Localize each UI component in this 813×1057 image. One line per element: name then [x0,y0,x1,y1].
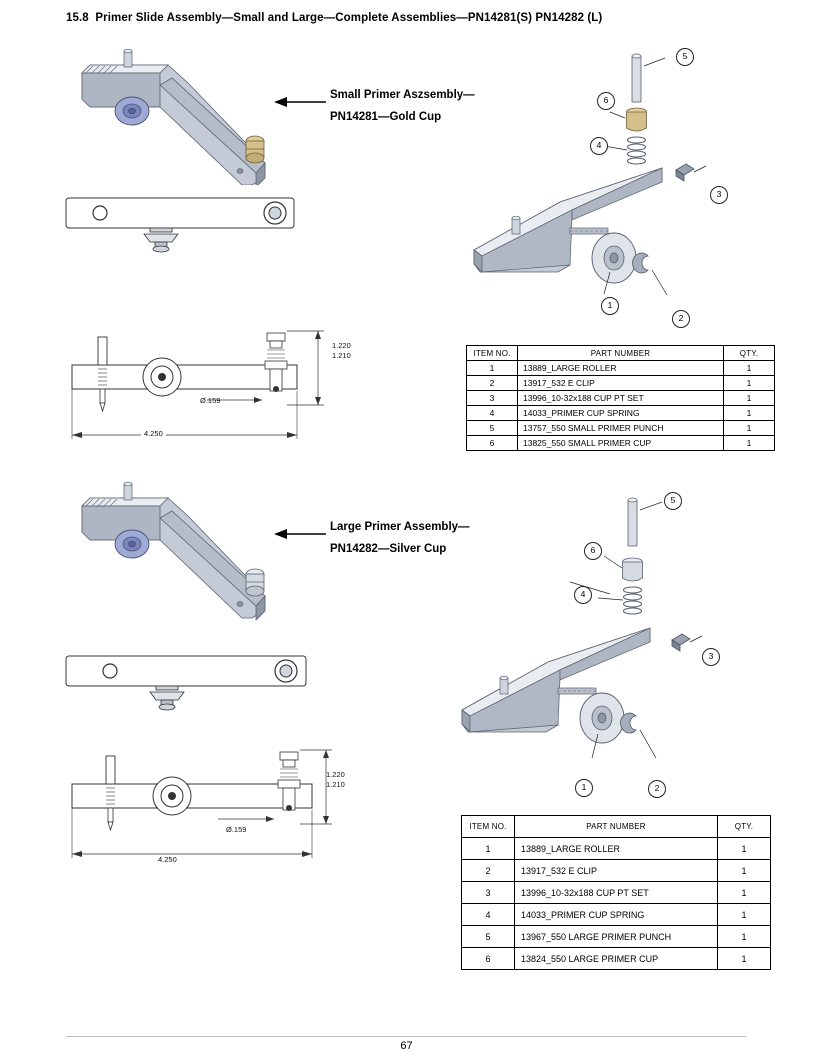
cell-part-number: 13996_10-32x188 CUP PT SET [515,882,718,904]
large-dim-diameter: Ø.159 [226,825,247,834]
balloon-large-6: 6 [584,542,602,560]
small-primer-assembly-isometric [60,45,290,185]
cell-part-number: 13824_550 LARGE PRIMER CUP [515,948,718,970]
small-primer-exploded-view [462,50,722,320]
cell-qty: 1 [724,391,775,406]
table-row [467,421,775,436]
large-dim-height-bottom: 1.210 [326,780,345,789]
table-row [462,904,771,926]
large-primer-callout-line2: PN14282—Silver Cup [330,543,447,555]
small-dim-height-top: 1.220 [332,341,351,350]
table-row [462,860,771,882]
large-primer-parts-table [461,815,771,970]
cell-part-number: 13889_LARGE ROLLER [518,361,724,376]
small-primer-callout-arrow [274,95,322,107]
header-item-no: ITEM NO. [462,816,515,838]
cell-item-no: 6 [467,436,518,451]
cell-item-no: 3 [467,391,518,406]
large-primer-callout-arrow [274,527,322,539]
cell-item-no: 4 [467,406,518,421]
cell-qty: 1 [718,926,771,948]
cell-item-no: 1 [462,838,515,860]
balloon-large-1: 1 [575,779,593,797]
cell-part-number: 13996_10-32x188 CUP PT SET [518,391,724,406]
table-row [462,882,771,904]
table-header-row [467,346,775,361]
cell-part-number: 13917_532 E CLIP [518,376,724,391]
cell-qty: 1 [718,882,771,904]
cell-item-no: 6 [462,948,515,970]
balloon-small-5: 5 [676,48,694,66]
table-row [467,436,775,451]
small-primer-parts-table [466,345,775,451]
cell-part-number: 13825_550 SMALL PRIMER CUP [518,436,724,451]
cell-qty: 1 [718,838,771,860]
small-dim-diameter: Ø.159 [200,396,221,405]
small-dim-length: 4.250 [141,429,166,438]
page-number: 67 [400,1040,413,1052]
balloon-large-4: 4 [574,586,592,604]
small-primer-callout-line2: PN14281—Gold Cup [330,111,442,123]
header-qty: QTY. [724,346,775,361]
table-row [467,376,775,391]
header-item-no: ITEM NO. [467,346,518,361]
footer-divider [66,1036,746,1037]
large-dim-length: 4.250 [155,855,180,864]
large-dim-height-top: 1.220 [326,770,345,779]
cell-item-no: 5 [462,926,515,948]
table-row [462,948,771,970]
small-dim-height-bottom: 1.210 [332,351,351,360]
cell-qty: 1 [718,904,771,926]
cell-item-no: 5 [467,421,518,436]
small-primer-callout-line1: Small Primer Aszsembly— [330,89,475,101]
table-header-row [462,816,771,838]
large-primer-dimensioned-view [62,742,382,872]
balloon-small-2: 2 [672,310,690,328]
cell-part-number: 13757_550 SMALL PRIMER PUNCH [518,421,724,436]
cell-item-no: 4 [462,904,515,926]
cell-qty: 1 [724,436,775,451]
balloon-large-5: 5 [664,492,682,510]
large-primer-slide-top-view [62,648,312,728]
cell-qty: 1 [724,421,775,436]
balloon-small-1: 1 [601,297,619,315]
section-title-text: Primer Slide Assembly—Small and Large—Complete Assemblies—PN14281(S) PN14282 (L) [95,12,603,24]
large-primer-exploded-view [450,490,720,790]
cell-part-number: 13889_LARGE ROLLER [515,838,718,860]
cell-part-number: 14033_PRIMER CUP SPRING [518,406,724,421]
header-part-number: PART NUMBER [518,346,724,361]
table-row [467,406,775,421]
table-row [467,361,775,376]
balloon-small-3: 3 [710,186,728,204]
table-row [462,926,771,948]
cell-part-number: 13917_532 E CLIP [515,860,718,882]
balloon-small-6: 6 [597,92,615,110]
large-primer-callout-line1: Large Primer Assembly— [330,521,470,533]
large-primer-assembly-isometric [60,478,290,628]
small-primer-callout [330,84,475,128]
table-row [467,391,775,406]
cell-item-no: 1 [467,361,518,376]
cell-item-no: 2 [467,376,518,391]
header-qty: QTY. [718,816,771,838]
cell-qty: 1 [718,948,771,970]
cell-qty: 1 [724,376,775,391]
balloon-large-3: 3 [702,648,720,666]
header-part-number: PART NUMBER [515,816,718,838]
balloon-small-4: 4 [590,137,608,155]
section-number: 15.8 [66,12,89,24]
cell-qty: 1 [718,860,771,882]
cell-qty: 1 [724,406,775,421]
cell-qty: 1 [724,361,775,376]
table-row [462,838,771,860]
cell-part-number: 14033_PRIMER CUP SPRING [515,904,718,926]
large-primer-callout [330,516,470,560]
balloon-large-2: 2 [648,780,666,798]
page-title [66,12,602,24]
small-primer-slide-top-view [62,190,312,270]
cell-item-no: 3 [462,882,515,904]
cell-part-number: 13967_550 LARGE PRIMER PUNCH [515,926,718,948]
cell-item-no: 2 [462,860,515,882]
